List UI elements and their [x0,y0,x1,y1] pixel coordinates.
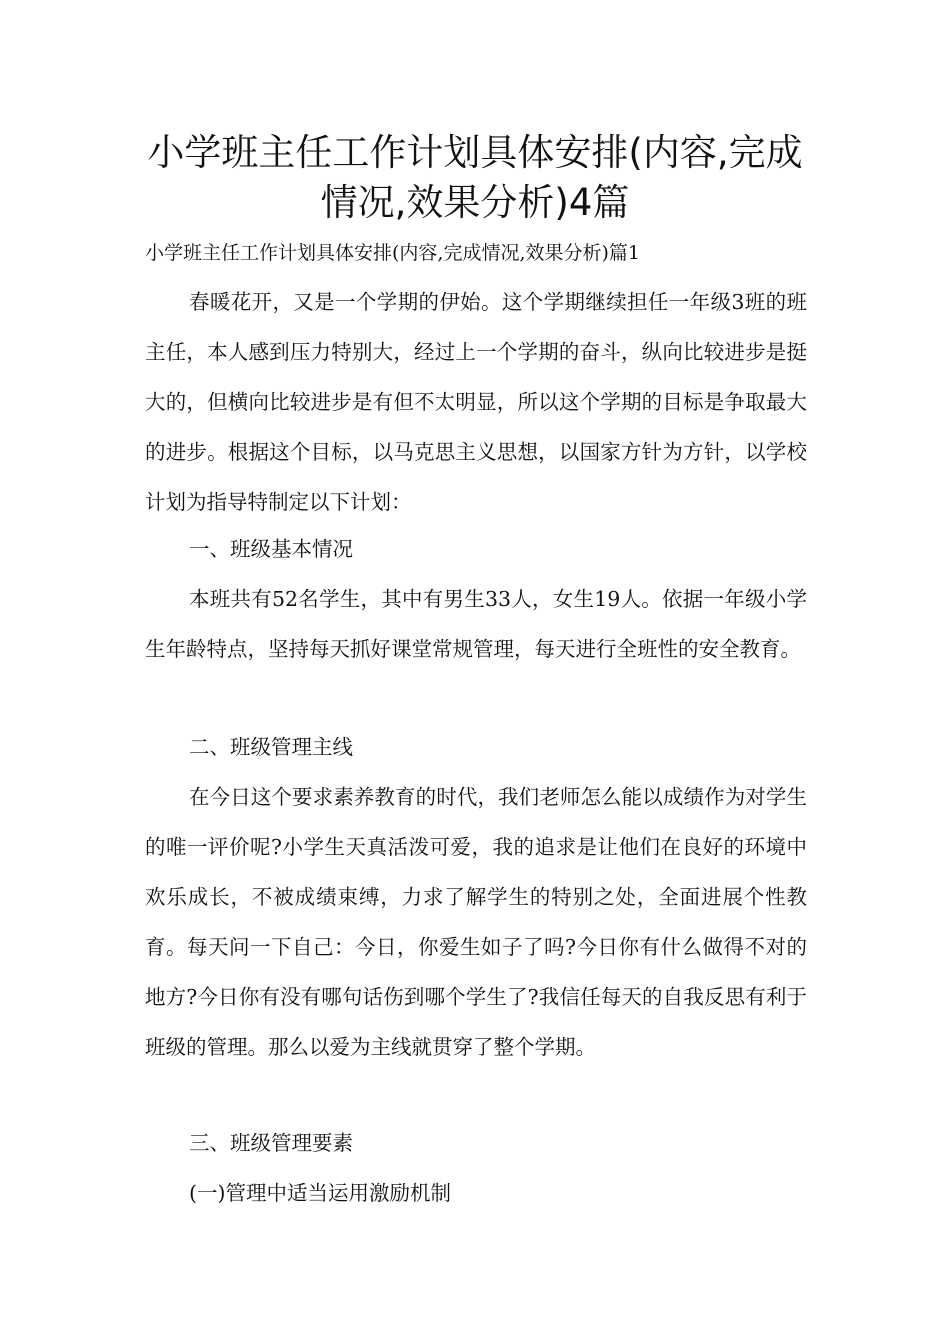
paragraph-management-mainline: 在今日这个要求素养教育的时代，我们老师怎么能以成绩作为对学生的唯一评价呢?小学生天真活泼可爱，我的追求是让他们在良好的环境中欢乐成长，不被成绩束缚，力求了解学生的特别之处，全面进展个性教育。每天问一下自己：今日，你爱生如子了吗?今日你有什么做得不对的地方?今日你有没有哪句话伤到哪个学生了?我信任每天的自我反思有利于班级的管理。那么以爱为主线就贯穿了整个学期。 [145,785,807,1059]
subsection-heading-1: (一)管理中适当运用激励机制 [189,1181,451,1205]
paragraph-class-info: 本班共有52名学生，其中有男生33人，女生19人。依据一年级小学生年龄特点，坚持每天抓好课堂常规管理，每天进行全班性的安全教育。 [145,587,807,661]
section-heading-2: 二、班级管理主线 [189,735,353,759]
document-subtitle: 小学班主任工作计划具体安排(内容,完成情况,效果分析)篇1 [145,242,640,264]
paragraph-intro: 春暖花开，又是一个学期的伊始。这个学期继续担任一年级3班的班主任，本人感到压力特别大，经过上一个学期的奋斗，纵向比较进步是挺大的，但横向比较进步是有但不太明显，所以这个学期的目标是争取最大的进步。根据这个目标，以马克思主义思想，以国家方针为方针，以学校计划为指导特制定以下计划： [145,290,807,514]
section-heading-1: 一、班级基本情况 [189,537,353,561]
document-title: 小学班主任工作计划具体安排(内容,完成情况,效果分析)4篇 [147,131,803,224]
section-heading-3: 三、班级管理要素 [189,1131,353,1155]
